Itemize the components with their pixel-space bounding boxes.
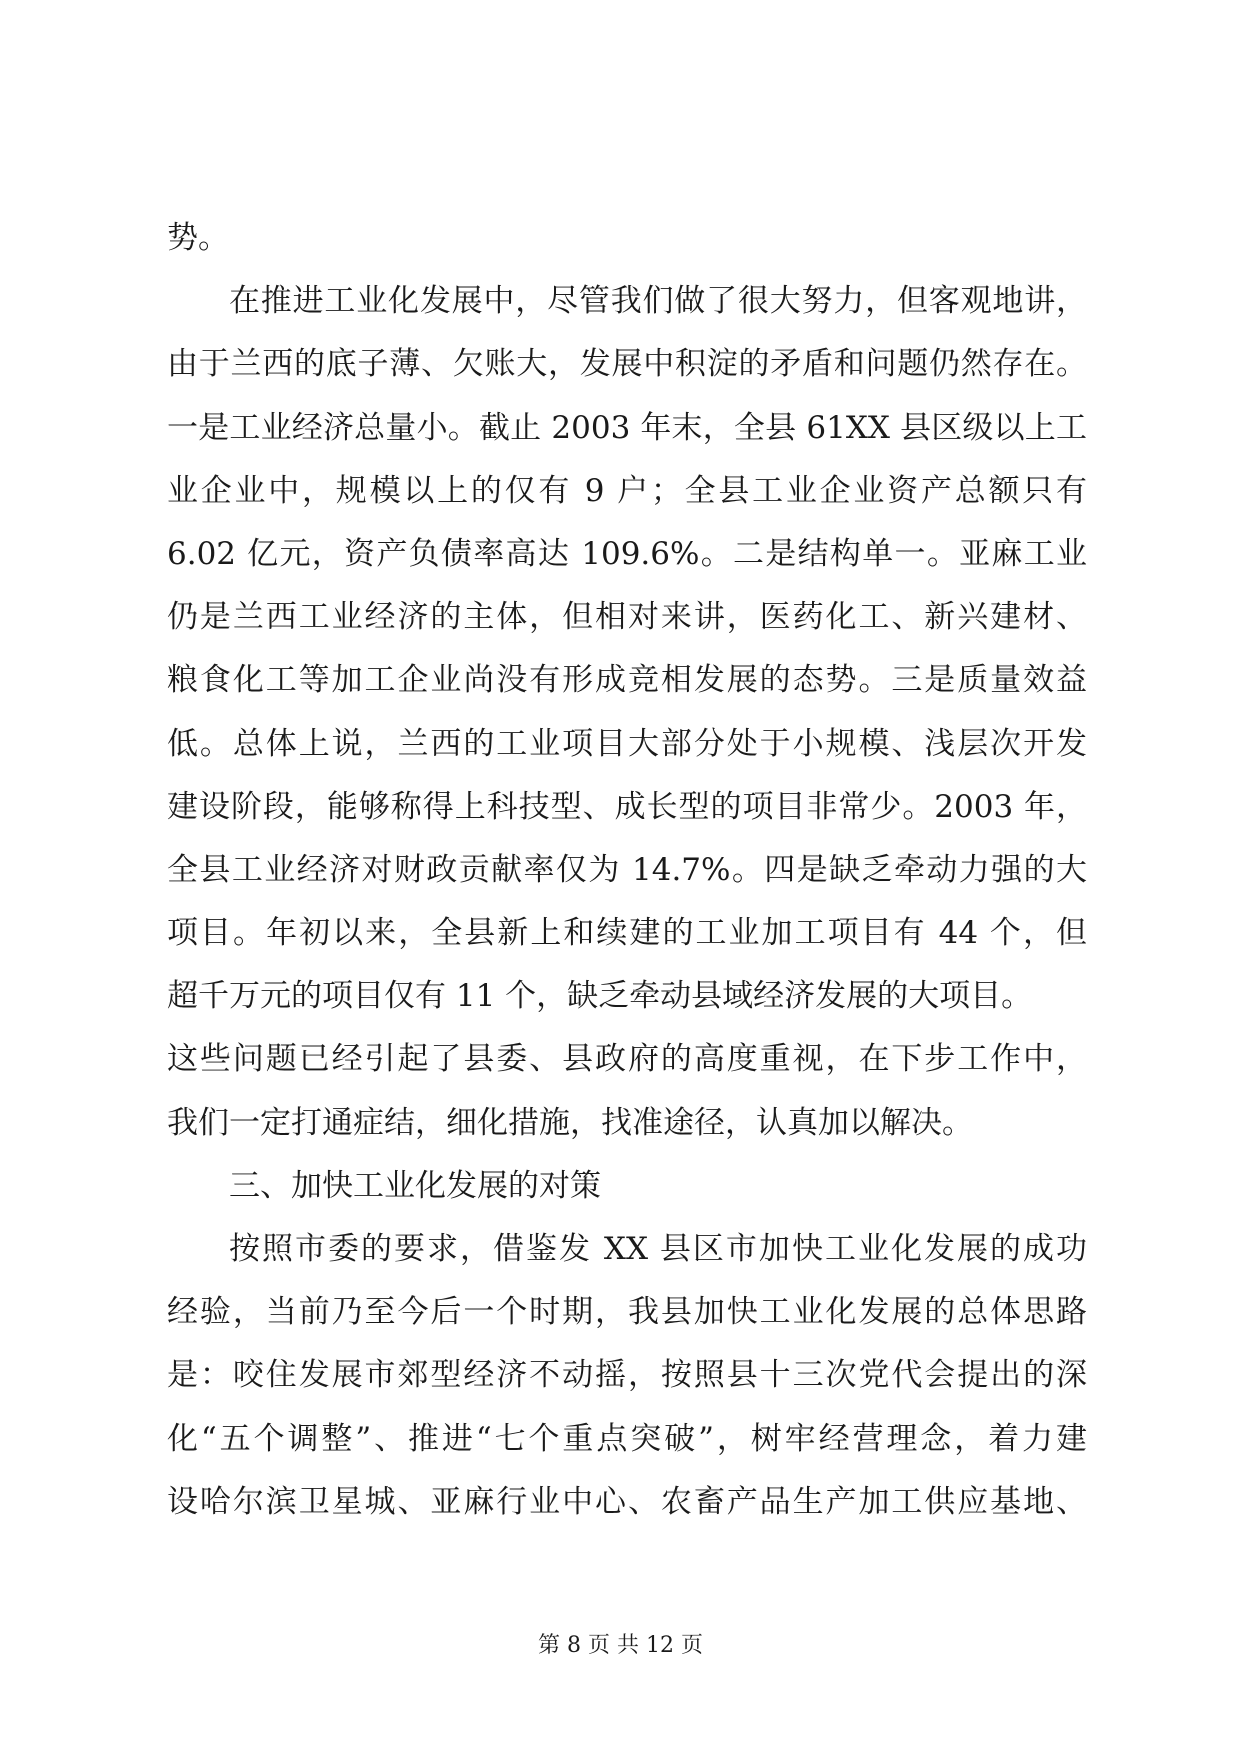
text-line: 我们一定打通症结，细化措施，找准途径，认真加以解决。 xyxy=(167,1104,973,1141)
text-line: 设哈尔滨卫星城、亚麻行业中心、农畜产品生产加工供应基地、 xyxy=(167,1483,1087,1520)
text-line: 按照市委的要求，借鉴发 XX 县区市加快工业化发展的成功 xyxy=(229,1231,1087,1267)
text-line: 低。总体上说，兰西的工业项目大部分处于小规模、浅层次开发 xyxy=(167,725,1087,762)
text-line: 势。 xyxy=(167,220,229,256)
text-line: 全县工业经济对财政贡献率仅为 14.7%。四是缺乏牵动力强的大 xyxy=(167,851,1087,888)
text-line: 6.02 亿元，资产负债率高达 109.6%。二是结构单一。亚麻工业 xyxy=(167,535,1087,572)
text-line: 经验，当前乃至今后一个时期，我县加快工业化发展的总体思路 xyxy=(167,1294,1087,1331)
page-number-label: 第 8 页 共 12 页 xyxy=(538,1633,703,1658)
page-footer xyxy=(0,1631,1241,1661)
text-line: 建设阶段，能够称得上科技型、成长型的项目非常少。2003 年， xyxy=(167,788,1087,825)
text-line: 一是工业经济总量小。截止 2003 年末，全县 61XX 县区级以上工 xyxy=(167,409,1087,446)
text-line: 业企业中，规模以上的仅有 9 户；全县工业企业资产总额只有 xyxy=(167,472,1087,509)
text-line: 由于兰西的底子薄、欠账大，发展中积淀的矛盾和问题仍然存在。 xyxy=(167,346,1087,383)
text-line: 粮食化工等加工企业尚没有形成竞相发展的态势。三是质量效益 xyxy=(167,662,1087,699)
text-line: 仍是兰西工业经济的主体，但相对来讲，医药化工、新兴建材、 xyxy=(167,599,1087,636)
text-line: 超千万元的项目仅有 11 个，缺乏牵动县域经济发展的大项目。 xyxy=(167,978,1033,1015)
text-line: 是：咬住发展市郊型经济不动摇，按照县十三次党代会提出的深 xyxy=(167,1357,1087,1394)
document-body xyxy=(167,207,1087,1534)
text-line: 这些问题已经引起了县委、县政府的高度重视，在下步工作中， xyxy=(167,1041,1087,1078)
section-heading: 三、加快工业化发展的对策 xyxy=(229,1167,601,1204)
text-line: 在推进工业化发展中，尽管我们做了很大努力，但客观地讲， xyxy=(229,283,1087,320)
text-line: 化“五个调整”、推进“七个重点突破”，树牢经营理念，着力建 xyxy=(167,1420,1087,1457)
text-line: 项目。年初以来，全县新上和续建的工业加工项目有 44 个，但 xyxy=(167,915,1087,952)
